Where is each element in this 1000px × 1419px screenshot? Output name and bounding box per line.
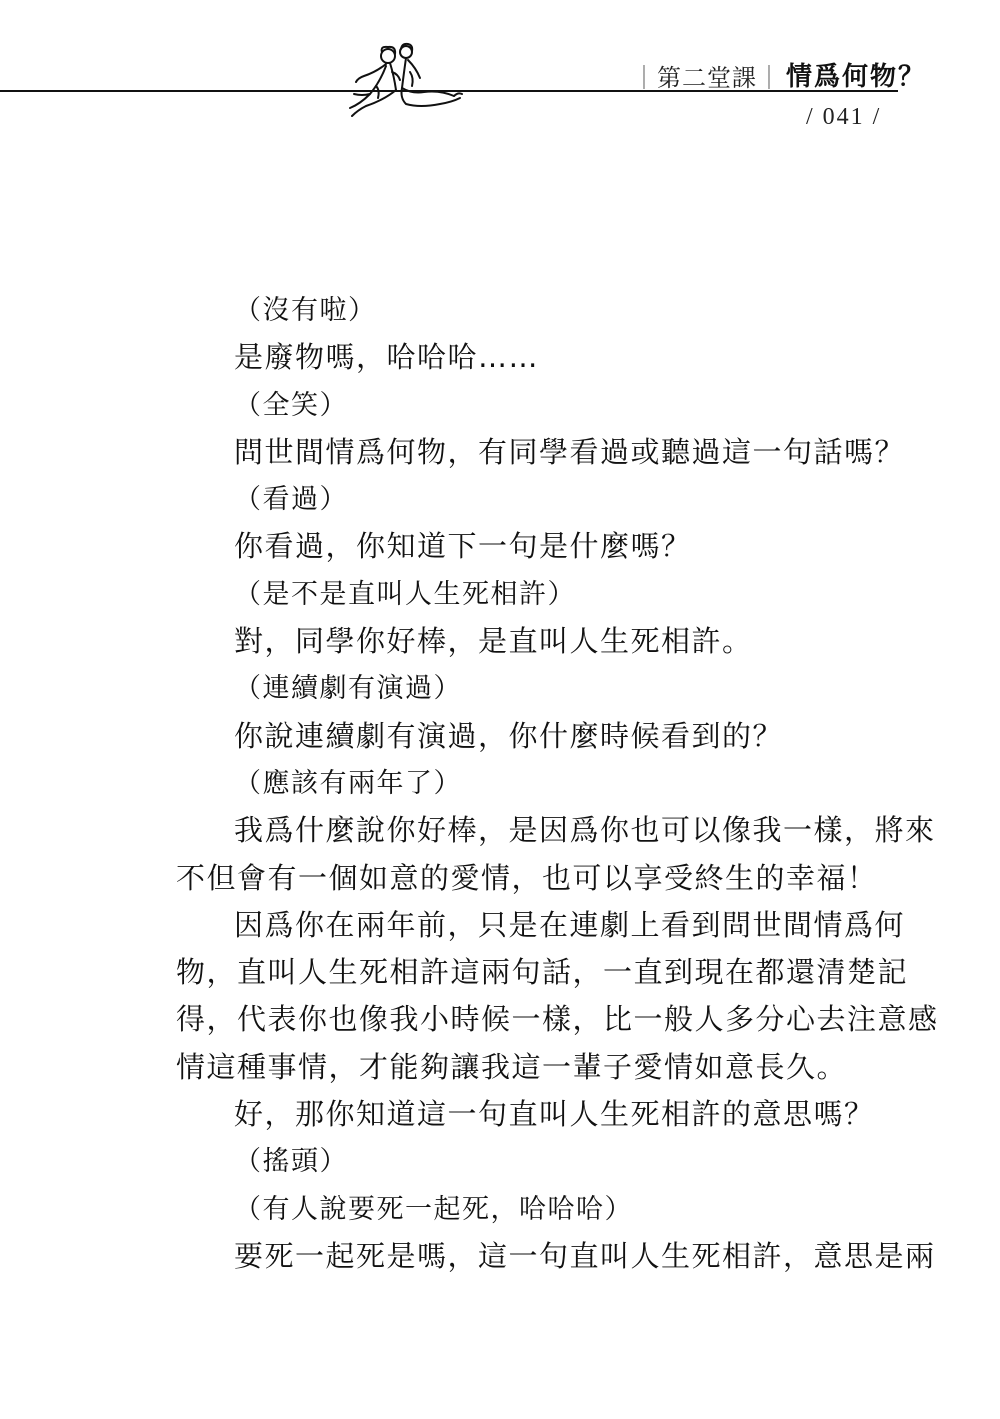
text-line: 問世間情爲何物，有同學看過或聽過這一句話嗎？ [234,434,906,469]
page-body [176,287,939,1280]
aside-line: （連續劇有演過） [234,673,462,705]
text-line: 情這種事情，才能夠讓我這一輩子愛情如意長久。 [176,1049,848,1084]
text-line: 你看過，你知道下一句是什麼嗎？ [234,529,692,564]
text-line: 好，那你知道這一句直叫人生死相許的意思嗎？ [234,1097,875,1132]
aside-line: （應該有兩年了） [234,767,462,799]
chapter-title: 情爲何物？ [786,62,927,92]
aside-line: （看過） [234,484,348,516]
text-line: 不但會有一個如意的愛情，也可以享受終生的幸福！ [176,860,878,895]
text-line: 物，直叫人生死相許這兩句話，一直到現在都還清楚記 [176,955,909,990]
chapter-label [632,58,782,93]
text-line: 對，同學你好棒，是直叫人生死相許。 [234,624,753,659]
chapter-name: 第二堂課 [657,64,757,92]
text-line: 我爲什麼說你好棒，是因爲你也可以像我一樣，將來 [234,813,936,848]
aside-line: （全笑） [234,389,348,421]
text-line: 因爲你在兩年前，只是在連劇上看到問世間情爲何 [234,907,906,942]
text-line: 得，代表你也像我小時候一樣，比一般人多分心去注意感 [176,1002,939,1037]
couple-sketch-icon [340,42,470,124]
text-line: 你說連續劇有演過，你什麼時候看到的？ [234,718,784,753]
aside-line: （有人說要死一起死，哈哈哈） [234,1193,633,1225]
divider-bar: ｜ [632,64,657,92]
page-number: / 041 / [806,104,882,130]
aside-line: （沒有啦） [234,295,377,326]
text-line: 是廢物嗎，哈哈哈…… [234,340,540,375]
aside-line: （搖頭） [234,1146,348,1178]
aside-line: （是不是直叫人生死相許） [234,578,576,610]
divider-bar: ｜ [757,64,782,92]
text-line: 要死一起死是嗎，這一句直叫人生死相許，意思是兩 [234,1238,936,1273]
